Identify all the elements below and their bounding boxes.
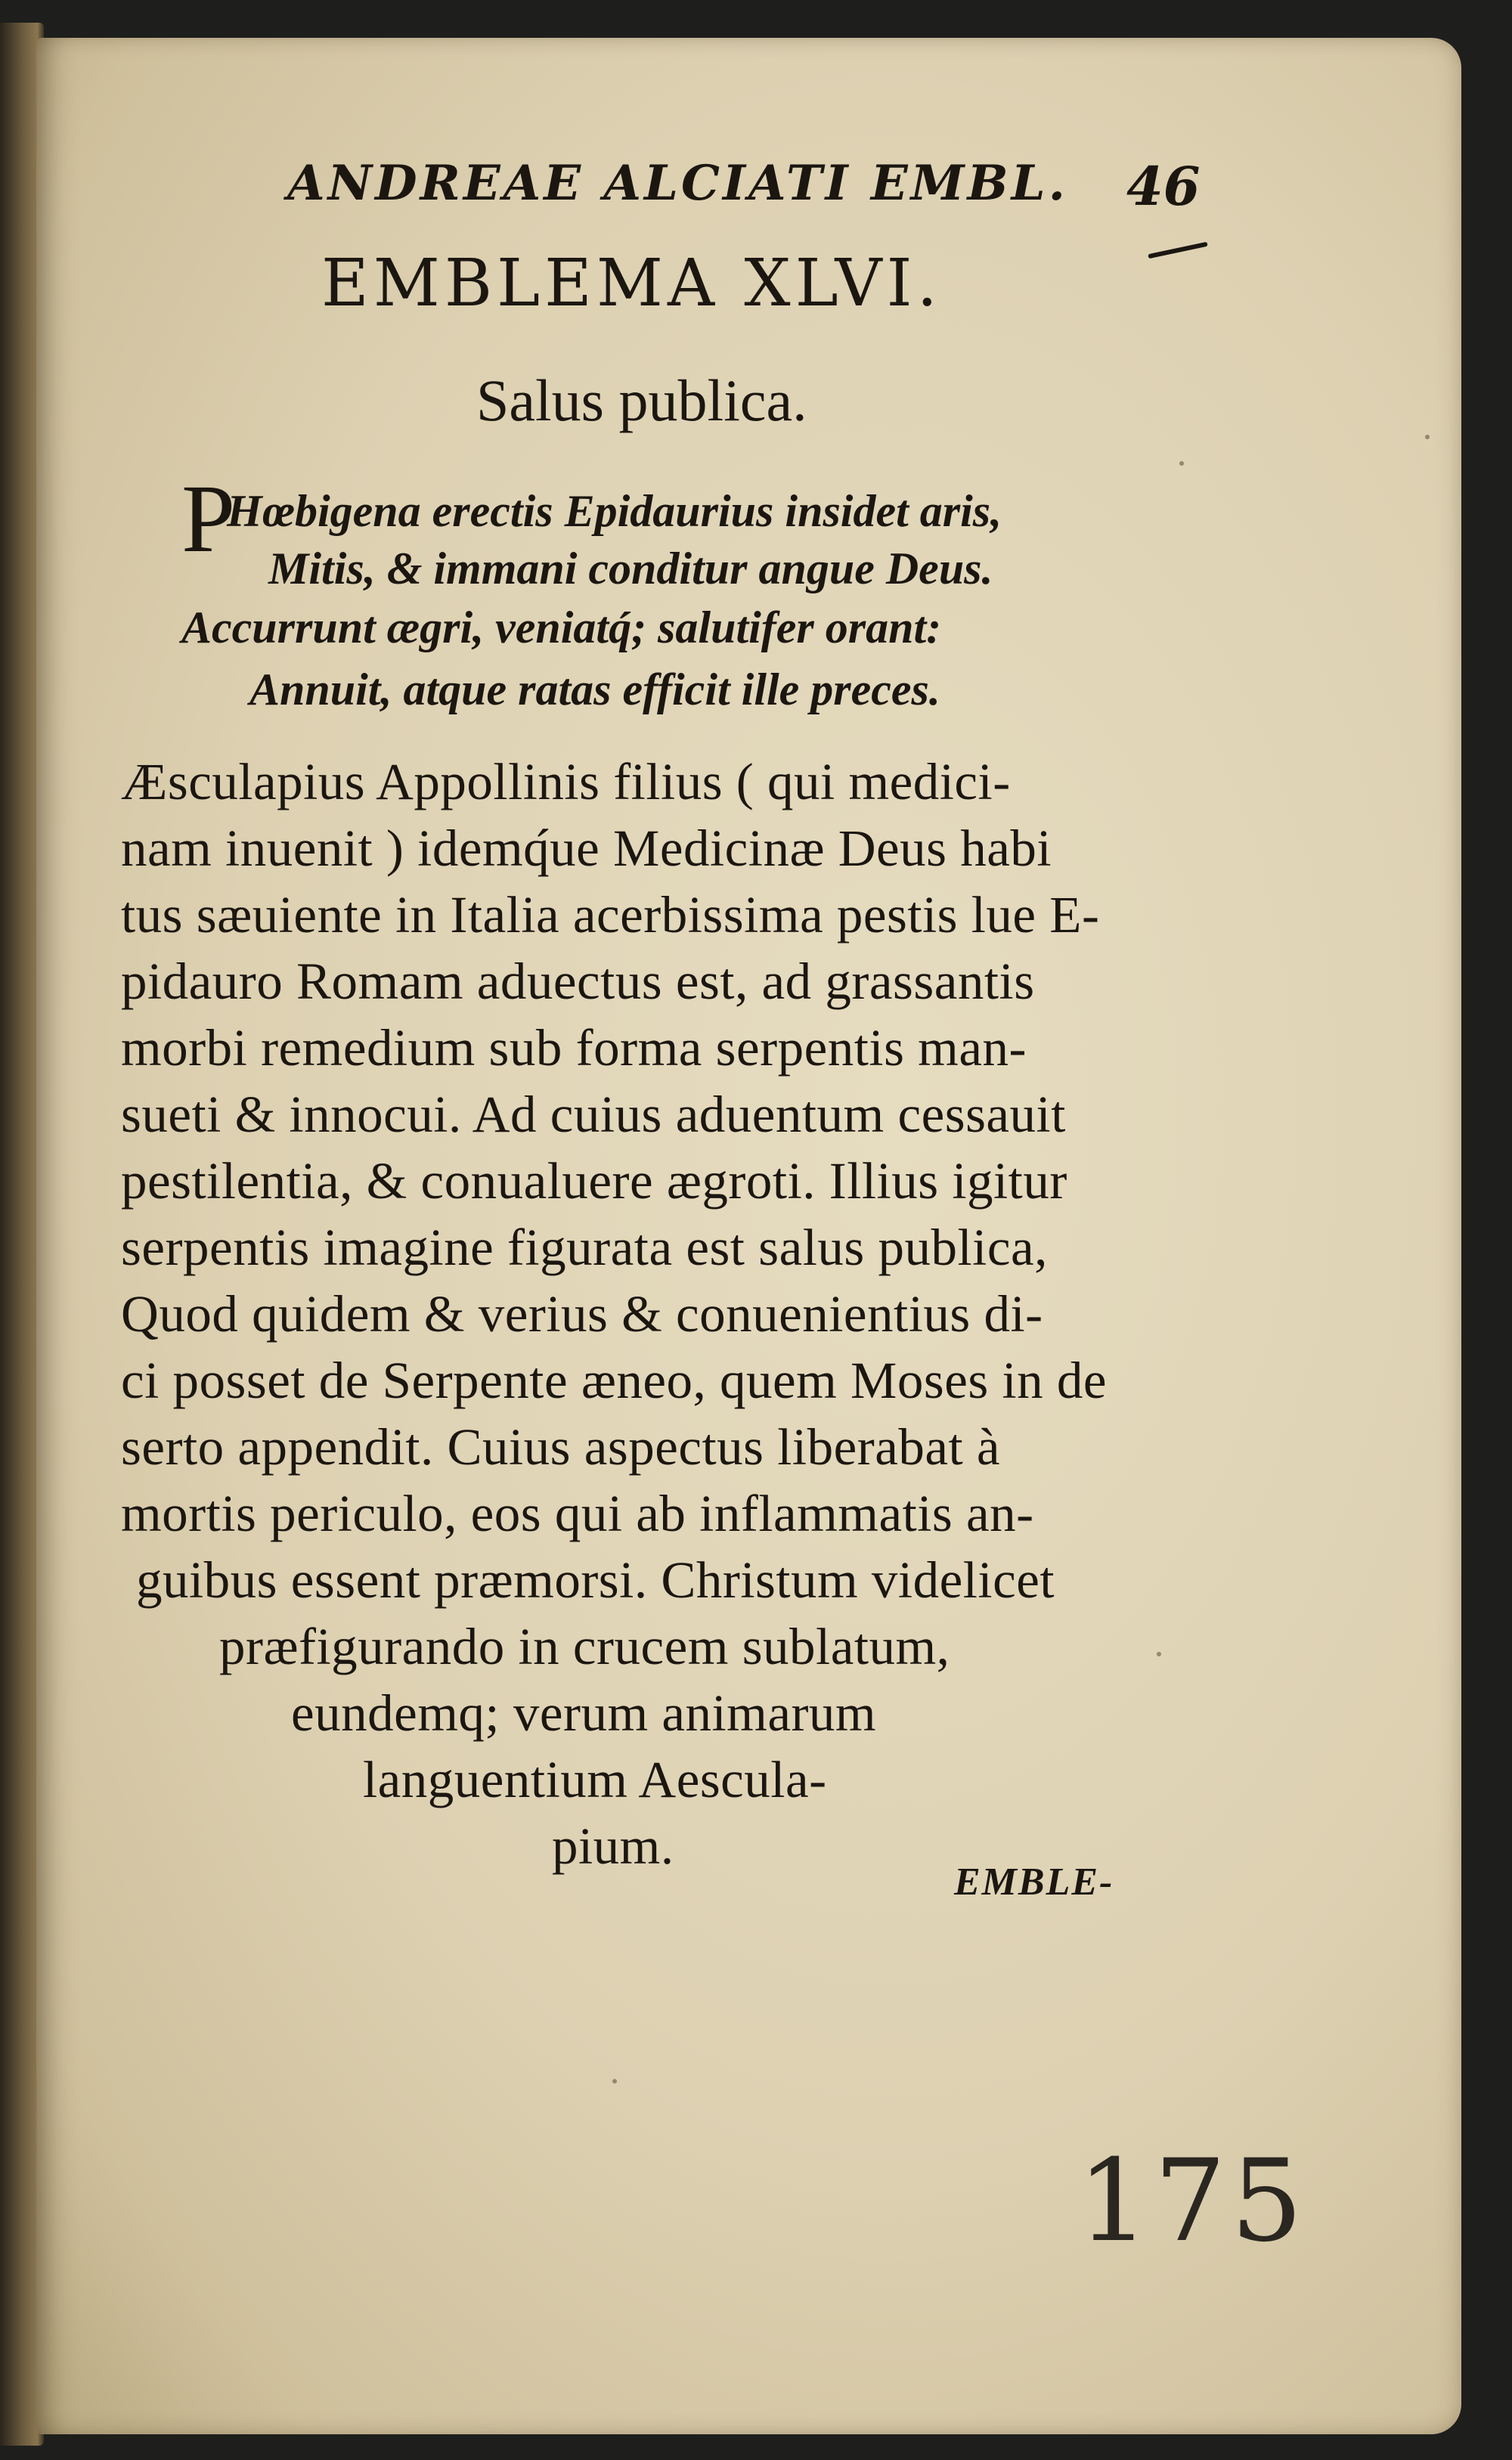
catchword: EMBLE-: [954, 1860, 1114, 1904]
commentary-line: eundemq; verum animarum: [291, 1684, 877, 1742]
commentary-line: pium.: [552, 1817, 674, 1875]
commentary-line: serto appendit. Cuius aspectus liberabat à: [121, 1418, 1001, 1476]
commentary-line: serpentis imagine figurata est salus publica,: [121, 1219, 1048, 1276]
verse-line: Annuit, atque ratas efficit ille preces.: [249, 665, 940, 714]
commentary-line: ci posset de Serpente æneo, quem Moses in de: [121, 1352, 1107, 1409]
commentary-line: sueti & innocui. Ad cuius aduentum cessauit: [121, 1086, 1066, 1143]
folio-stamp: 175: [1077, 2136, 1308, 2267]
paper-speck: [1179, 461, 1184, 466]
commentary-line: Æsculapius Appollinis filius ( qui medici-: [121, 753, 1011, 810]
paper-speck: [612, 2079, 617, 2084]
verse-line: Accurrunt ægri, veniatq́; salutifer orant:: [181, 603, 942, 652]
commentary-line: præfigurando in crucem sublatum,: [219, 1618, 950, 1675]
commentary-line: guibus essent præmorsi. Christum videlicet: [136, 1551, 1055, 1609]
commentary-line: nam inuenit ) idemq́ue Medicinæ Deus habi: [121, 819, 1052, 877]
running-head: ANDREAE ALCIATI EMBL.: [287, 155, 1068, 212]
commentary-line: tus sæuiente in Italia acerbissima pestis lue E-: [121, 886, 1100, 943]
emblem-motto: Salus publica.: [476, 367, 807, 433]
verse-line: Mitis, & immani conditur angue Deus.: [268, 544, 993, 593]
commentary-line: languentium Aesculа-: [363, 1751, 827, 1808]
paper-speck: [1157, 1652, 1161, 1656]
drop-capital: P: [181, 465, 236, 572]
commentary-line: pidauro Romam aduectus est, ad grassantis: [121, 953, 1035, 1010]
emblem-title: EMBLEMA XLVI.: [321, 246, 942, 321]
page-number: 46: [1126, 155, 1201, 218]
commentary-line: morbi remedium sub forma serpentis man-: [121, 1019, 1027, 1077]
commentary-line: mortis periculo, eos qui ab inflammatis an-: [121, 1485, 1034, 1542]
verse-line: Hœbigena erectis Epidaurius insidet aris,: [227, 486, 1002, 536]
paper-speck: [1425, 435, 1430, 439]
commentary-line: pestilentia, & conualuere ægroti. Illius igitur: [121, 1152, 1067, 1210]
commentary-line: Quod quidem & verius & conuenientius di-: [121, 1285, 1043, 1343]
